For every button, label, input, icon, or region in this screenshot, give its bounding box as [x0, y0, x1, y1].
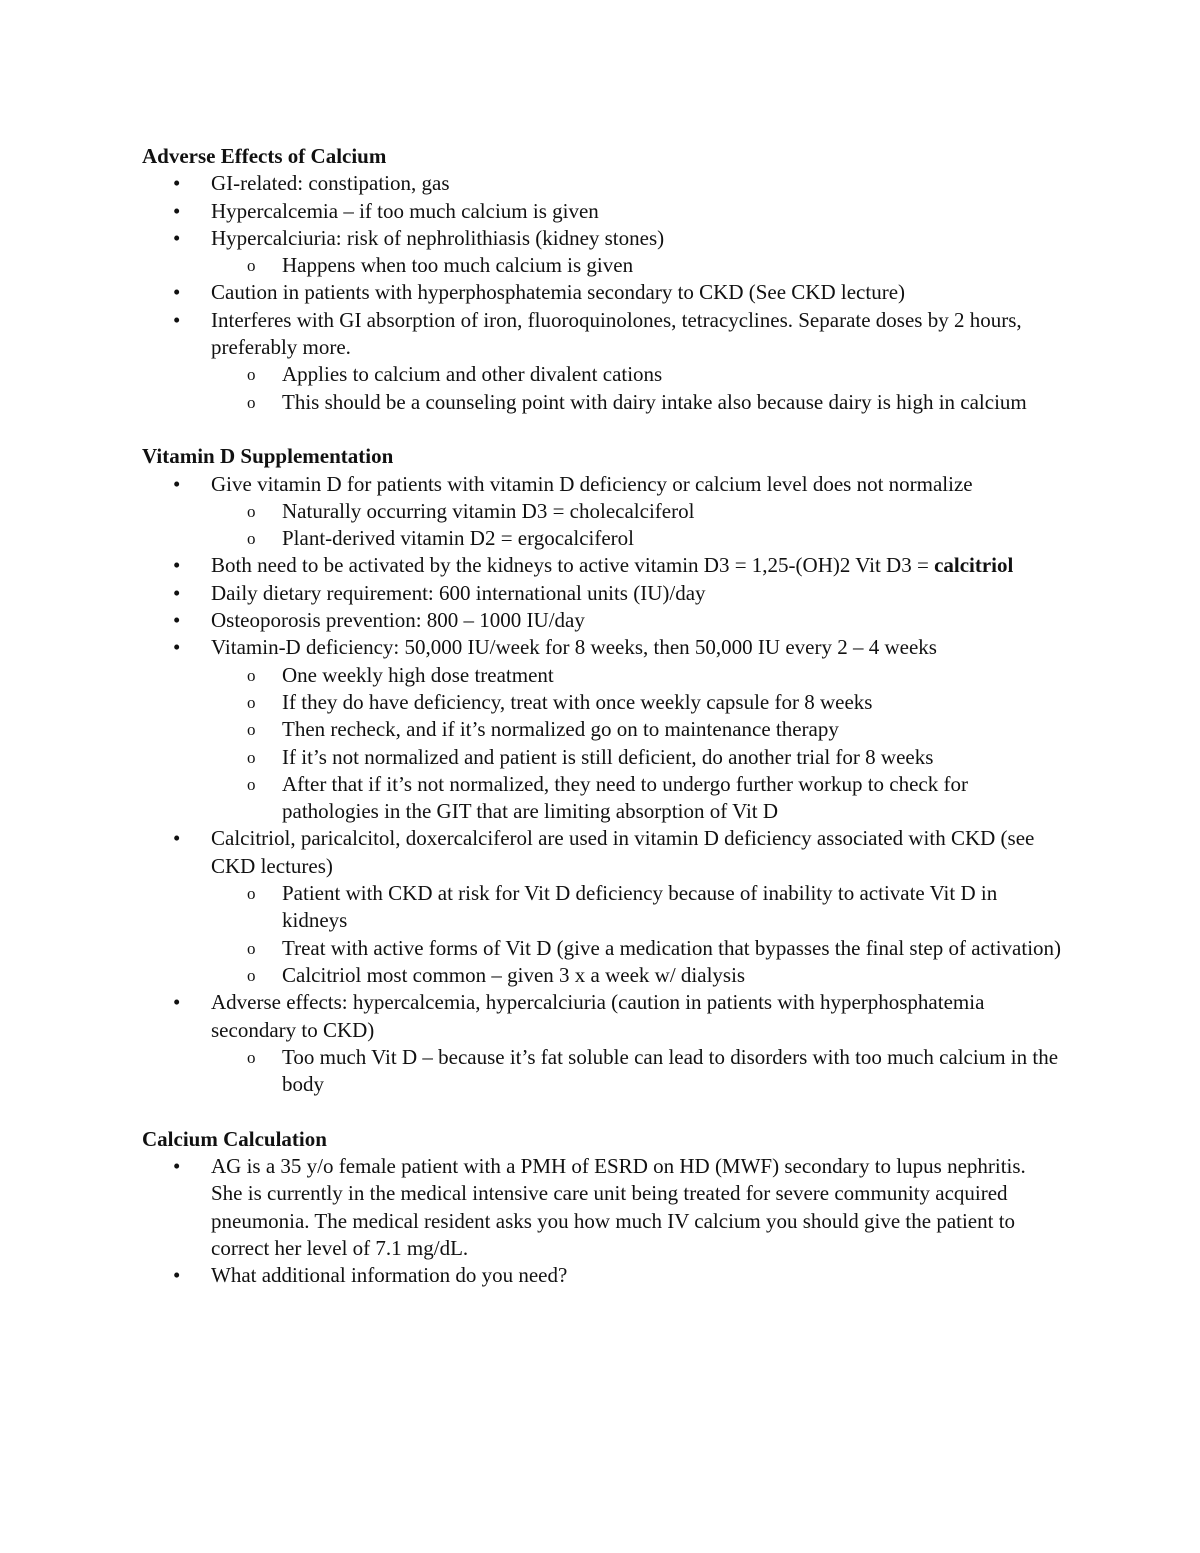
item-text: Happens when too much calcium is given — [282, 253, 634, 278]
section — [142, 143, 1062, 416]
sub-bullet-icon: o — [247, 256, 256, 276]
item-text: If they do have deficiency, treat with once weekly capsule for 8 weeks — [282, 689, 873, 714]
bullet-icon: • — [173, 635, 181, 660]
bullet-icon: • — [173, 171, 181, 196]
item-text: Too much Vit D – because it’s fat soluble can lead to disorders with too much calcium in the body — [282, 1044, 1059, 1097]
section — [142, 443, 1062, 1098]
item-text: Interferes with GI absorption of iron, fluoroquinolones, tetracyclines. Separate doses by 2 hours, preferably more. — [211, 307, 1022, 360]
list-item — [142, 198, 1062, 225]
sub-bullet-icon: o — [247, 365, 256, 385]
list-item — [142, 1153, 1062, 1262]
sub-list-item — [142, 361, 1062, 388]
bullet-icon: • — [173, 608, 181, 633]
section-heading: Vitamin D Supplementation — [142, 444, 394, 469]
item-text: Calcitriol, paricalcitol, doxercalciferol are used in vitamin D deficiency associated with CKD (see CKD lectures) — [211, 826, 1035, 878]
bullet-icon: • — [173, 553, 181, 578]
bullet-icon: • — [173, 225, 181, 250]
item-text: Both need to be activated by the kidneys to active vitamin D3 = 1,25-(OH)2 Vit D3 = — [211, 553, 935, 578]
bullet-icon: • — [173, 1263, 181, 1288]
sub-bullet-icon: o — [247, 965, 256, 985]
sub-list-item — [142, 880, 1062, 935]
sub-list-item — [142, 389, 1062, 416]
bullet-list — [142, 471, 1062, 1099]
document-page — [142, 143, 1062, 1289]
list-item — [142, 825, 1062, 880]
sub-bullet-icon: o — [247, 1047, 256, 1067]
sub-list-item — [142, 935, 1062, 962]
bullet-list — [142, 1153, 1062, 1289]
item-text: Osteoporosis prevention: 800 – 1000 IU/day — [211, 608, 585, 633]
bullet-icon: • — [173, 280, 181, 305]
item-text: Naturally occurring vitamin D3 = cholecalciferol — [282, 498, 695, 523]
item-text: Hypercalciuria: risk of nephrolithiasis (kidney stones) — [211, 225, 665, 250]
item-bold-text: calcitriol — [934, 553, 1014, 578]
bullet-list — [142, 170, 1062, 416]
sub-bullet-icon: o — [247, 884, 256, 904]
sub-list-item — [142, 662, 1062, 689]
item-text: Daily dietary requirement: 600 international units (IU)/day — [211, 580, 706, 605]
item-text: GI-related: constipation, gas — [211, 171, 450, 196]
sub-list-item — [142, 716, 1062, 743]
item-text: Then recheck, and if it’s normalized go on to maintenance therapy — [282, 717, 839, 742]
item-text: Treat with active forms of Vit D (give a medication that bypasses the final step of activation) — [282, 935, 1062, 960]
list-item — [142, 225, 1062, 252]
item-text: One weekly high dose treatment — [282, 662, 554, 687]
item-text: Caution in patients with hyperphosphatemia secondary to CKD (See CKD lecture) — [211, 280, 906, 305]
item-text: What additional information do you need? — [211, 1263, 568, 1288]
bullet-icon: • — [173, 307, 181, 332]
item-text: Patient with CKD at risk for Vit D deficiency because of inability to activate Vit D in kidneys — [282, 881, 998, 933]
section — [142, 1126, 1062, 1290]
item-text: This should be a counseling point with dairy intake also because dairy is high in calcium — [282, 389, 1027, 414]
item-text: After that if it’s not normalized, they need to undergo further workup to check for pathologies in the GIT that are limiting absorption of Vit D — [282, 771, 968, 824]
bullet-icon: • — [173, 580, 181, 605]
item-text: Vitamin-D deficiency: 50,000 IU/week for 8 weeks, then 50,000 IU every 2 – 4 weeks — [211, 635, 937, 660]
sub-bullet-icon: o — [247, 774, 256, 794]
item-text: Applies to calcium and other divalent cations — [282, 362, 663, 387]
item-text: Plant-derived vitamin D2 = ergocalciferol — [282, 526, 635, 551]
bullet-icon: • — [173, 471, 181, 496]
sub-list-item — [142, 498, 1062, 525]
list-item — [142, 607, 1062, 634]
sub-bullet-icon: o — [247, 501, 256, 521]
sub-bullet-icon: o — [247, 747, 256, 767]
item-text: Give vitamin D for patients with vitamin D deficiency or calcium level does not normalize — [211, 471, 973, 496]
list-item — [142, 1262, 1062, 1289]
sub-bullet-icon: o — [247, 665, 256, 685]
item-text: Hypercalcemia – if too much calcium is given — [211, 198, 599, 223]
list-item — [142, 580, 1062, 607]
bullet-icon: • — [173, 826, 181, 851]
bullet-icon: • — [173, 990, 181, 1015]
sub-list-item — [142, 525, 1062, 552]
sub-list-item — [142, 1044, 1062, 1099]
sub-list-item — [142, 962, 1062, 989]
list-item — [142, 279, 1062, 306]
sub-list-item — [142, 771, 1062, 826]
sub-list-item — [142, 744, 1062, 771]
list-item — [142, 634, 1062, 661]
list-item — [142, 170, 1062, 197]
item-text: Calcitriol most common – given 3 x a week w/ dialysis — [282, 962, 746, 987]
list-item — [142, 989, 1062, 1044]
sub-list-item — [142, 252, 1062, 279]
sub-bullet-icon: o — [247, 392, 256, 412]
section-heading: Calcium Calculation — [142, 1126, 327, 1151]
bullet-icon: • — [173, 198, 181, 223]
item-text: If it’s not normalized and patient is still deficient, do another trial for 8 weeks — [282, 744, 934, 769]
sub-bullet-icon: o — [247, 720, 256, 740]
sub-list-item — [142, 689, 1062, 716]
bullet-icon: • — [173, 1153, 181, 1178]
sub-bullet-icon: o — [247, 938, 256, 958]
section-heading: Adverse Effects of Calcium — [142, 144, 387, 168]
list-item — [142, 307, 1062, 362]
sub-bullet-icon: o — [247, 692, 256, 712]
item-text: Adverse effects: hypercalcemia, hypercalciuria (caution in patients with hyperphosphatemia secondary to CKD) — [211, 990, 985, 1042]
list-item — [142, 471, 1062, 498]
item-text: AG is a 35 y/o female patient with a PMH of ESRD on HD (MWF) secondary to lupus nephritis. She is currently in the medical intensive care unit being treated for severe community acquired pneumonia. The medical resident asks you how much IV calcium you should give the patient to correct her level of 7.1 mg/dL. — [211, 1153, 1026, 1260]
list-item — [142, 552, 1062, 579]
sub-bullet-icon: o — [247, 529, 256, 549]
